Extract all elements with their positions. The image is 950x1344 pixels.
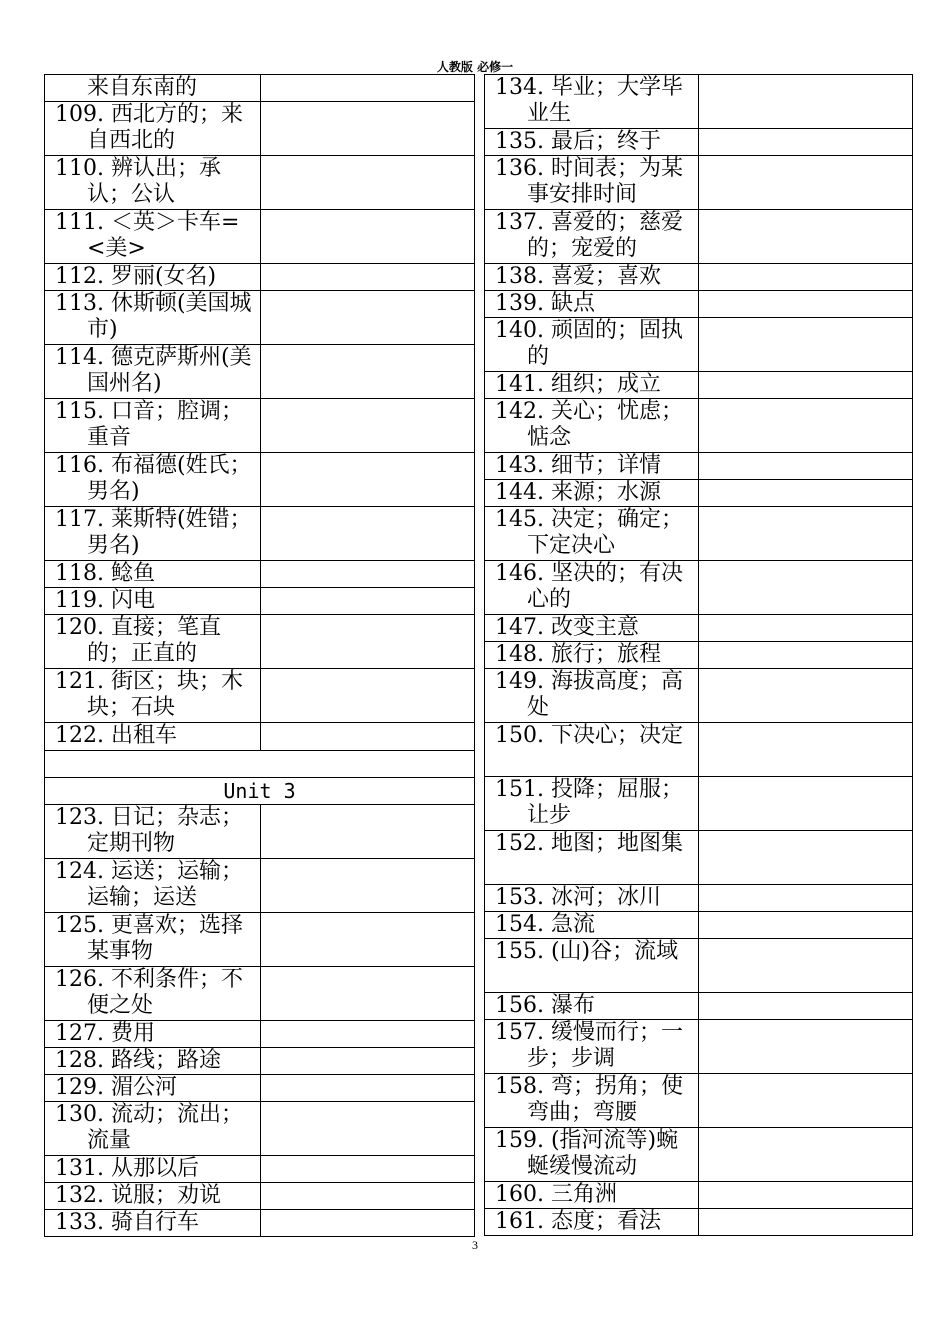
answer-cell[interactable] <box>699 723 913 777</box>
table-row <box>45 453 475 507</box>
answer-cell[interactable] <box>699 669 913 723</box>
vocab-term: 148. 旅行；旅程 <box>485 642 699 669</box>
answer-cell[interactable] <box>699 615 913 642</box>
vocab-term: 146. 坚决的；有决心的 <box>485 561 699 615</box>
answer-cell[interactable] <box>699 210 913 264</box>
table-row <box>45 102 475 156</box>
vocab-term: 144. 来源；水源 <box>485 480 699 507</box>
answer-cell[interactable] <box>261 291 475 345</box>
blank-row-cell <box>45 751 475 778</box>
vocab-term: 135. 最后；终于 <box>485 129 699 156</box>
answer-cell[interactable] <box>699 912 913 939</box>
vocab-term: 138. 喜爱；喜欢 <box>485 264 699 291</box>
table-row <box>485 399 913 453</box>
vocab-term: 109. 西北方的；来自西北的 <box>45 102 261 156</box>
table-row <box>485 264 913 291</box>
table-row <box>45 588 475 615</box>
answer-cell[interactable] <box>261 102 475 156</box>
vocab-term: 111. ＜英＞卡车=<美> <box>45 210 261 264</box>
vocab-term: 154. 急流 <box>485 912 699 939</box>
vocab-term: 113. 休斯顿(美国城市) <box>45 291 261 345</box>
table-row <box>45 913 475 967</box>
answer-cell[interactable] <box>699 129 913 156</box>
vocab-term: 151. 投降；屈服；让步 <box>485 777 699 831</box>
table-row <box>485 129 913 156</box>
table-row <box>45 210 475 264</box>
vocab-term: 121. 街区；块；木块；石块 <box>45 669 261 723</box>
answer-cell[interactable] <box>261 1021 475 1048</box>
answer-cell[interactable] <box>699 1182 913 1209</box>
vocab-term: 142. 关心；忧虑；惦念 <box>485 399 699 453</box>
table-row <box>485 939 913 993</box>
table-row <box>485 615 913 642</box>
answer-cell[interactable] <box>261 210 475 264</box>
vocab-term: 129. 湄公河 <box>45 1075 261 1102</box>
vocab-term: 119. 闪电 <box>45 588 261 615</box>
vocab-term: 116. 布福德(姓氏；男名) <box>45 453 261 507</box>
table-row <box>45 291 475 345</box>
page-header: 人教版 必修一 <box>436 60 514 74</box>
table-row <box>45 75 475 102</box>
table-row <box>45 805 475 859</box>
answer-cell[interactable] <box>699 399 913 453</box>
table-row <box>485 75 913 129</box>
table-row <box>45 859 475 913</box>
table-row <box>45 1075 475 1102</box>
table-row <box>485 318 913 372</box>
answer-cell[interactable] <box>261 1210 475 1237</box>
vocab-term: 114. 德克萨斯州(美国州名) <box>45 345 261 399</box>
answer-cell[interactable] <box>261 453 475 507</box>
table-row <box>485 291 913 318</box>
answer-cell[interactable] <box>699 561 913 615</box>
vocab-term: 132. 说服；劝说 <box>45 1183 261 1210</box>
vocab-term: 140. 顽固的；固执的 <box>485 318 699 372</box>
vocab-term: 149. 海拔高度；高处 <box>485 669 699 723</box>
vocab-term: 117. 莱斯特(姓错；男名) <box>45 507 261 561</box>
vocab-term: 来自东南的 <box>45 75 261 102</box>
answer-cell[interactable] <box>261 1048 475 1075</box>
vocab-term: 134. 毕业；大学毕业生 <box>485 75 699 129</box>
vocab-term: 157. 缓慢而行；一步；步调 <box>485 1020 699 1074</box>
answer-cell[interactable] <box>261 859 475 913</box>
answer-cell[interactable] <box>261 723 475 751</box>
vocab-term: 143. 细节；详情 <box>485 453 699 480</box>
answer-cell[interactable] <box>261 805 475 859</box>
vocab-term: 159. (指河流等)蜿蜒缓慢流动 <box>485 1128 699 1182</box>
vocab-term: 112. 罗丽(女名) <box>45 264 261 291</box>
table-row <box>485 777 913 831</box>
table-row <box>45 399 475 453</box>
table-row <box>485 210 913 264</box>
answer-cell[interactable] <box>699 264 913 291</box>
vocab-term: 133. 骑自行车 <box>45 1210 261 1237</box>
answer-cell[interactable] <box>261 1075 475 1102</box>
answer-cell[interactable] <box>261 588 475 615</box>
table-row <box>485 669 913 723</box>
answer-cell[interactable] <box>699 831 913 885</box>
table-row <box>45 669 475 723</box>
table-row <box>485 480 913 507</box>
answer-cell[interactable] <box>699 1074 913 1128</box>
vocab-term: 130. 流动；流出；流量 <box>45 1102 261 1156</box>
answer-cell[interactable] <box>699 993 913 1020</box>
vocab-term: 155. (山)谷；流域 <box>485 939 699 993</box>
answer-cell[interactable] <box>261 615 475 669</box>
table-row <box>45 156 475 210</box>
answer-cell[interactable] <box>261 399 475 453</box>
table-row <box>45 751 475 778</box>
vocab-term: 118. 鲶鱼 <box>45 561 261 588</box>
table-row <box>45 778 475 805</box>
answer-cell[interactable] <box>699 1128 913 1182</box>
answer-cell[interactable] <box>261 507 475 561</box>
table-row <box>45 1048 475 1075</box>
table-row <box>485 912 913 939</box>
answer-cell[interactable] <box>699 885 913 912</box>
table-row <box>45 615 475 669</box>
vocab-term: 152. 地图；地图集 <box>485 831 699 885</box>
vocab-term: 123. 日记；杂志；定期刊物 <box>45 805 261 859</box>
table-row <box>45 1210 475 1237</box>
answer-cell[interactable] <box>261 1183 475 1210</box>
answer-cell[interactable] <box>699 75 913 129</box>
answer-cell[interactable] <box>699 156 913 210</box>
table-row <box>485 1074 913 1128</box>
vocab-table-left <box>44 74 475 1237</box>
answer-cell[interactable] <box>699 480 913 507</box>
vocab-term: 115. 口音；腔调；重音 <box>45 399 261 453</box>
vocab-term: 131. 从那以后 <box>45 1156 261 1183</box>
page-number: 3 <box>472 1238 478 1252</box>
table-row <box>485 1128 913 1182</box>
table-row <box>485 453 913 480</box>
table-row <box>485 723 913 777</box>
vocab-table-right <box>484 74 913 1236</box>
table-row <box>485 993 913 1020</box>
answer-cell[interactable] <box>261 669 475 723</box>
vocab-term: 147. 改变主意 <box>485 615 699 642</box>
table-row <box>485 642 913 669</box>
answer-cell[interactable] <box>261 345 475 399</box>
table-row <box>45 264 475 291</box>
table-row <box>45 561 475 588</box>
answer-cell[interactable] <box>699 318 913 372</box>
answer-cell[interactable] <box>699 507 913 561</box>
vocab-term: 156. 瀑布 <box>485 993 699 1020</box>
table-row <box>45 1102 475 1156</box>
answer-cell[interactable] <box>261 264 475 291</box>
vocab-term: 145. 决定；确定；下定决心 <box>485 507 699 561</box>
table-row <box>485 885 913 912</box>
vocab-term: 150. 下决心；决定 <box>485 723 699 777</box>
table-row <box>485 1209 913 1236</box>
vocab-term: 110. 辨认出；承认；公认 <box>45 156 261 210</box>
answer-cell[interactable] <box>261 913 475 967</box>
vocab-term: 161. 态度；看法 <box>485 1209 699 1236</box>
answer-cell[interactable] <box>699 939 913 993</box>
vocab-term: 127. 费用 <box>45 1021 261 1048</box>
vocab-term: 136. 时间表；为某事安排时间 <box>485 156 699 210</box>
vocab-term: 153. 冰河；冰川 <box>485 885 699 912</box>
vocab-term: 126. 不利条件；不便之处 <box>45 967 261 1021</box>
table-row <box>45 507 475 561</box>
vocab-term: 122. 出租车 <box>45 723 261 751</box>
vocab-term: 137. 喜爱的；慈爱的；宠爱的 <box>485 210 699 264</box>
unit-heading: Unit 3 <box>45 778 475 805</box>
table-row <box>485 561 913 615</box>
table-row <box>485 831 913 885</box>
vocab-term: 139. 缺点 <box>485 291 699 318</box>
table-row <box>45 345 475 399</box>
table-row <box>45 1021 475 1048</box>
table-row <box>485 1182 913 1209</box>
answer-cell[interactable] <box>261 1102 475 1156</box>
table-row <box>45 723 475 751</box>
vocab-term: 141. 组织；成立 <box>485 372 699 399</box>
answer-cell[interactable] <box>699 1020 913 1074</box>
answer-cell[interactable] <box>699 453 913 480</box>
answer-cell[interactable] <box>699 777 913 831</box>
vocab-term: 124. 运送；运输；运输；运送 <box>45 859 261 913</box>
table-row <box>485 507 913 561</box>
vocab-term: 160. 三角洲 <box>485 1182 699 1209</box>
answer-cell[interactable] <box>699 372 913 399</box>
answer-cell[interactable] <box>699 1209 913 1236</box>
table-row <box>485 156 913 210</box>
answer-cell[interactable] <box>261 156 475 210</box>
table-row <box>45 967 475 1021</box>
vocab-term: 128. 路线；路途 <box>45 1048 261 1075</box>
answer-cell[interactable] <box>699 642 913 669</box>
answer-cell[interactable] <box>261 561 475 588</box>
table-row <box>45 1183 475 1210</box>
answer-cell[interactable] <box>261 1156 475 1183</box>
answer-cell[interactable] <box>261 967 475 1021</box>
answer-cell[interactable] <box>699 291 913 318</box>
table-row <box>45 1156 475 1183</box>
answer-cell[interactable] <box>261 75 475 102</box>
table-row <box>485 372 913 399</box>
vocab-term: 158. 弯；拐角；使弯曲；弯腰 <box>485 1074 699 1128</box>
vocab-term: 120. 直接；笔直的；正直的 <box>45 615 261 669</box>
vocab-term: 125. 更喜欢；选择某事物 <box>45 913 261 967</box>
table-row <box>485 1020 913 1074</box>
